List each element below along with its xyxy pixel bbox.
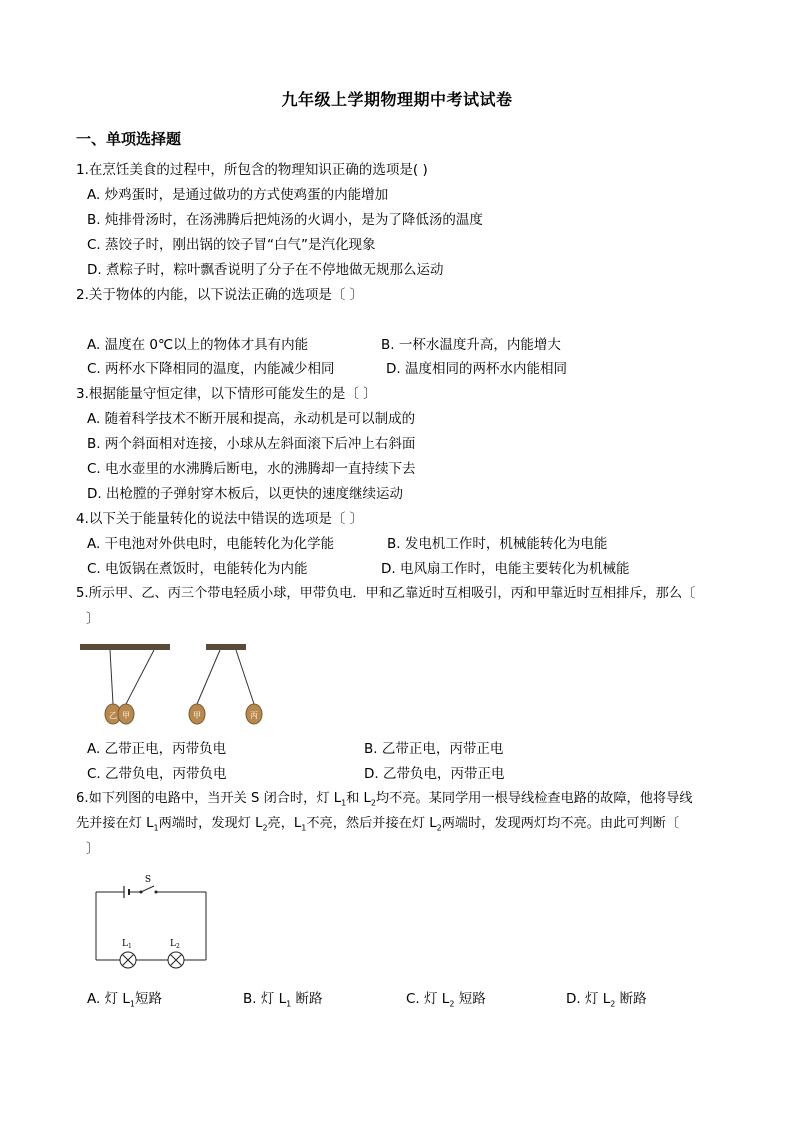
q4-stem: 4.以下关于能量转化的说法中错误的选项是〔 〕 <box>76 511 364 527</box>
q5-option-c: C. 乙带负电，丙带负电 <box>87 766 227 782</box>
q2-option-c: C. 两杯水下降相同的温度，内能减少相同 <box>87 361 335 377</box>
string-jia-right <box>197 650 220 704</box>
q3-option-a: A. 随着科学技术不断开展和提高，永动机是可以制成的 <box>87 411 416 427</box>
q4-option-d: D. 电风扇工作时，电能主要转化为机械能 <box>381 561 630 577</box>
q6-option-d: D. 灯 $L_2$ 断路 <box>566 991 647 1009</box>
q6-stem-line1: 6.如下列图的电路中，当开关 S 闭合时，灯 $L_1$和 $L_2$均不亮。某同学用一根导线检查电路的故障，他将导线 <box>76 791 693 808</box>
q2-option-b: B. 一杯水温度升高，内能增大 <box>381 337 561 353</box>
q6-stem-close: 〕 <box>86 841 100 857</box>
q5-option-b: B. 乙带正电，丙带正电 <box>364 741 504 757</box>
ball-label-yi: 乙 <box>109 711 117 720</box>
circuit-diagram <box>88 872 214 972</box>
q1-option-a: A. 炒鸡蛋时，是通过做功的方式使鸡蛋的内能增加 <box>87 187 389 203</box>
ball-label-jia-right: 甲 <box>193 711 201 720</box>
q5-option-a: A. 乙带正电，丙带负电 <box>87 741 227 757</box>
lamp-l2-label-sub: 2 <box>176 943 180 950</box>
q3-option-d: D. 出枪膛的子弹射穿木板后，以更快的速度继续运动 <box>87 486 403 502</box>
charged-balls-figure <box>76 640 266 732</box>
lamp-l1-label: L <box>122 939 128 949</box>
q3-option-b: B. 两个斜面相对连接，小球从左斜面滚下后冲上右斜面 <box>87 436 416 452</box>
q5-stem: 5.所示甲、乙、丙三个带电轻质小球，甲带负电．甲和乙靠近时互相吸引，丙和甲靠近时互相排斥，那么〔 <box>76 586 696 601</box>
string-jia-left <box>126 650 154 704</box>
q2-option-a: A. 温度在 0℃以上的物体才具有内能 <box>87 337 309 353</box>
switch-blade <box>141 886 154 892</box>
q5-option-d: D. 乙带负电，丙带正电 <box>364 766 505 782</box>
section-heading: 一、单项选择题 <box>76 130 182 148</box>
q5-stem-close: 〕 <box>86 611 100 627</box>
q6-option-a: A. 灯 $L_1$短路 <box>87 991 162 1009</box>
q6-option-c: C. 灯 $L_2$ 短路 <box>406 991 486 1009</box>
ball-label-bing: 丙 <box>250 711 258 720</box>
page-title: 九年级上学期物理期中考试试卷 <box>281 90 513 109</box>
string-yi <box>110 650 113 704</box>
q2-option-d: D. 温度相同的两杯水内能相同 <box>386 361 567 377</box>
q1-option-d: D. 煮粽子时，粽叶飘香说明了分子在不停地做无规那么运动 <box>87 262 444 278</box>
right-support-bar <box>206 644 246 650</box>
left-support-bar <box>80 644 170 650</box>
q2-stem: 2.关于物体的内能，以下说法正确的选项是〔 〕 <box>76 287 364 303</box>
lamp-l1-label-sub: 1 <box>128 943 132 950</box>
q6-option-b: B. 灯 $L_1$ 断路 <box>243 991 323 1009</box>
q1-option-b: B. 炖排骨汤时，在汤沸腾后把炖汤的火调小，是为了降低汤的温度 <box>87 212 483 228</box>
lamp-l2-label: L <box>170 939 176 949</box>
ball-label-jia-left: 甲 <box>122 711 130 720</box>
q4-option-c: C. 电饭锅在煮饭时，电能转化为内能 <box>87 561 308 577</box>
q3-option-c: C. 电水壶里的水沸腾后断电，水的沸腾却一直持续下去 <box>87 461 416 477</box>
switch-label: S <box>144 875 152 885</box>
q4-option-b: B. 发电机工作时，机械能转化为电能 <box>387 536 608 552</box>
string-bing <box>236 650 254 704</box>
q6-stem-line2: 先并接在灯 $L_1$两端时，发现灯 $L_2$亮，$L_1$不亮，然后并接在灯 $L_2$两端时，发现两灯均不亮。由此可判断〔 <box>76 816 680 833</box>
q1-stem: 1.在烹饪美食的过程中，所包含的物理知识正确的选项是( ) <box>76 162 428 178</box>
q3-stem: 3.根据能量守恒定律，以下情形可能发生的是〔 〕 <box>76 386 377 402</box>
q4-option-a: A. 干电池对外供电时，电能转化为化学能 <box>87 536 335 552</box>
q1-option-c: C. 蒸饺子时，刚出锅的饺子冒“白气”是汽化现象 <box>87 237 376 253</box>
